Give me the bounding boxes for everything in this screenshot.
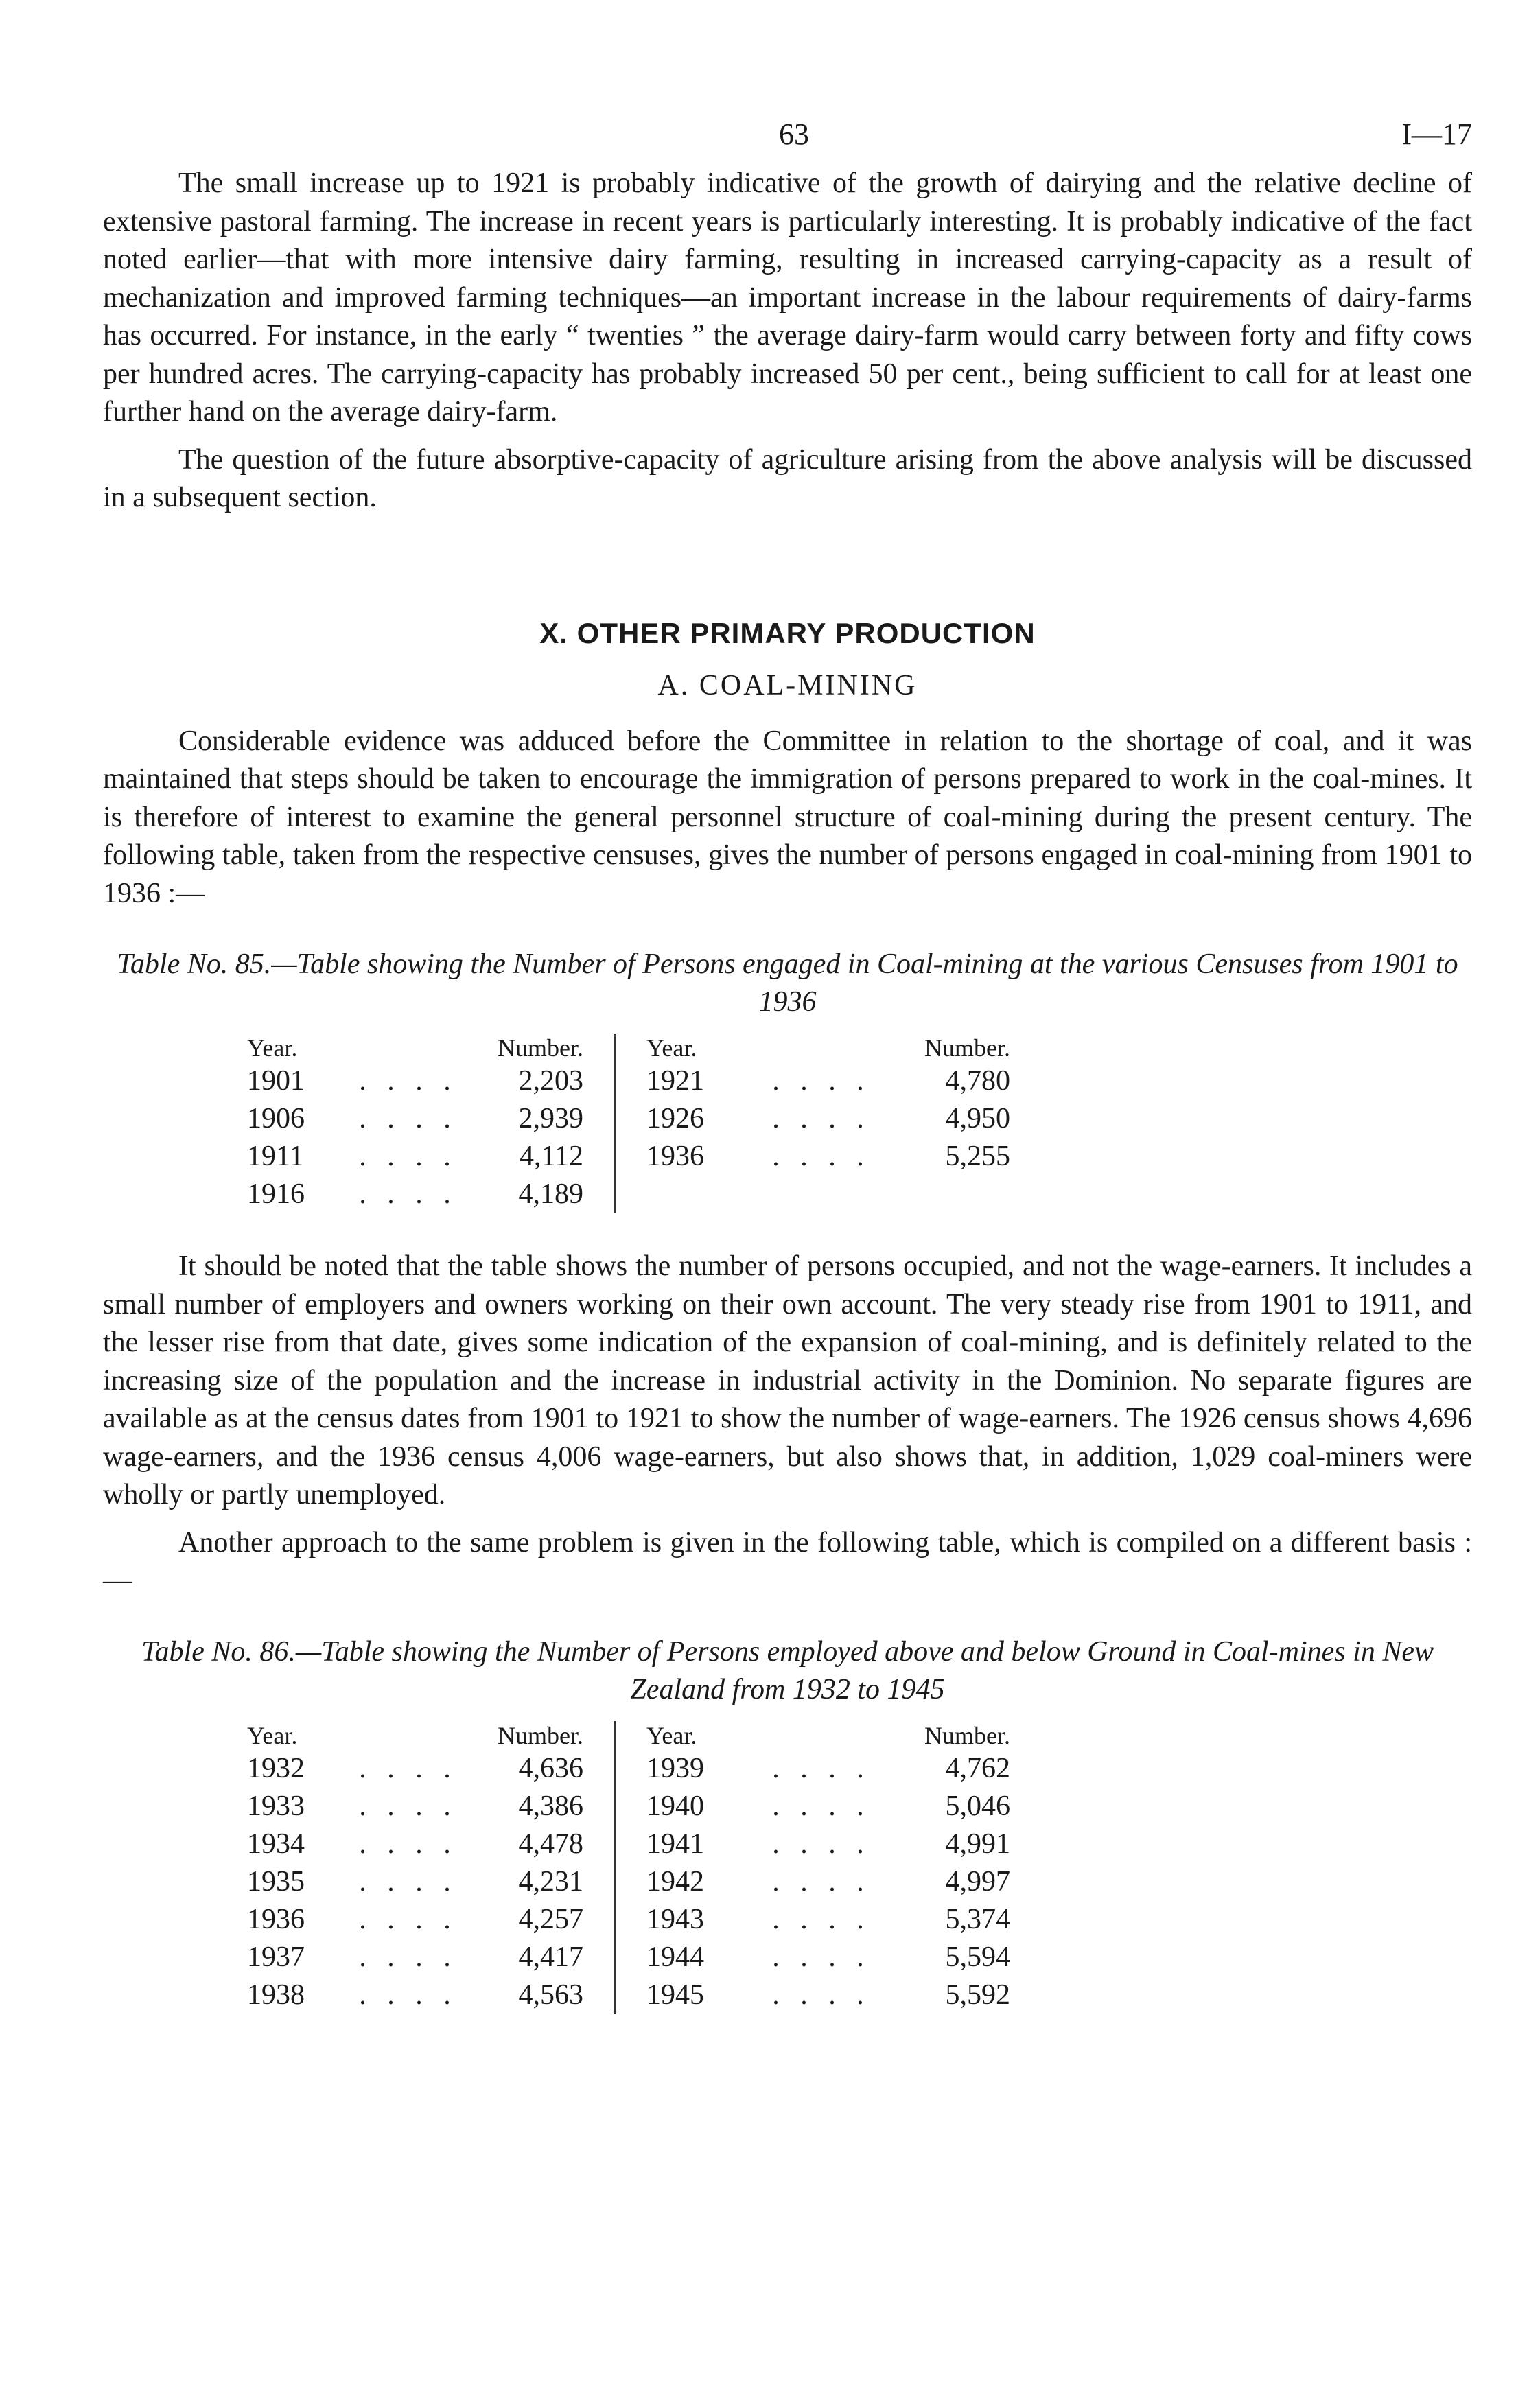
table-86 — [247, 1721, 1010, 2014]
table-row — [247, 1939, 1010, 1976]
leader-dots: . . . . — [359, 1141, 458, 1172]
number-cell: 4,991 — [945, 1828, 1010, 1860]
table-row — [247, 1750, 1010, 1788]
leader-dots: . . . . — [359, 1979, 458, 2011]
document-reference: I—17 — [1401, 117, 1472, 151]
table-85 — [247, 1034, 1010, 1213]
number-cell: 2,203 — [518, 1065, 583, 1097]
year-cell: 1942 — [646, 1865, 704, 1898]
leader-dots: . . . . — [772, 1103, 871, 1134]
number-cell: 4,762 — [945, 1752, 1010, 1784]
section-title: X. OTHER PRIMARY PRODUCTION — [539, 616, 1036, 649]
number-cell: 5,594 — [945, 1941, 1010, 1973]
table-row — [247, 1901, 1010, 1939]
table-header-row — [247, 1721, 1010, 1750]
year-cell: 1939 — [646, 1752, 704, 1784]
number-cell: 4,189 — [518, 1178, 583, 1210]
year-cell: 1945 — [646, 1979, 704, 2011]
paragraph-dairying: The small increase up to 1921 is probably indicative of the growth of dairying and the relative decline of extensive pastoral farming. The increase in recent years is particularly interesting. It is probably indicative of the fact noted earlier—that with more intensive dairy farming, resulting in increased carrying-capacity as a result of mechanization and improved farming techniques—an important increase in the labour requirements of dairy-farms has occurred. For instance, in the early “ twenties ” the average dairy-farm would carry between forty and fifty cows per hundred acres. The carrying-capacity has probably increased 50 per cent., being sufficient to call for at least one further hand on the average dairy-farm. — [103, 167, 1472, 428]
leader-dots: . . . . — [359, 1941, 458, 1973]
year-cell: 1934 — [247, 1828, 305, 1860]
paragraph-another-approach: Another approach to the same problem is given in the following table, which is compiled on a different basis :— — [103, 1526, 1472, 1596]
year-cell: 1944 — [646, 1941, 704, 1973]
column-header-year: Year. — [247, 1034, 298, 1062]
column-header-number: Number. — [498, 1721, 583, 1749]
leader-dots: . . . . — [772, 1141, 871, 1172]
paragraph-table-note: It should be noted that the table shows the number of persons occupied, and not the wage-earners. It includes a small number of employers and owners working on their own account. The very steady rise from 1901 to 1911, and the lesser rise from that date, gives some indication of the expansion of coal-mining, and is definitely related to the increasing size of the population and the increase in industrial activity in the Dominion. No separate figures are available as at the census dates from 1901 to 1921 to show the number of wage-earners. The 1926 census shows 4,696 wage-earners, and the 1936 census 4,006 wage-earners, but also shows that, in addition, 1,029 coal-miners were wholly or partly unemployed. — [103, 1250, 1472, 1510]
column-header-number: Number. — [924, 1034, 1010, 1062]
table-row — [247, 1825, 1010, 1863]
year-cell: 1921 — [646, 1065, 704, 1097]
year-cell: 1911 — [247, 1141, 304, 1172]
column-header-year: Year. — [247, 1721, 298, 1749]
document-page — [103, 117, 1472, 2014]
table-row — [247, 1100, 1010, 1138]
leader-dots: . . . . — [772, 1903, 871, 1935]
page-header — [103, 117, 1472, 165]
leader-dots: . . . . — [359, 1065, 458, 1097]
number-cell: 4,417 — [518, 1941, 583, 1973]
number-cell: 4,950 — [945, 1103, 1010, 1134]
leader-dots: . . . . — [359, 1790, 458, 1822]
number-cell: 5,046 — [945, 1790, 1010, 1822]
number-cell: 2,939 — [518, 1103, 583, 1134]
number-cell: 5,255 — [945, 1141, 1010, 1172]
table-row — [247, 1788, 1010, 1825]
table-row — [247, 1138, 1010, 1176]
number-cell: 4,112 — [520, 1141, 583, 1172]
leader-dots: . . . . — [772, 1790, 871, 1822]
leader-dots: . . . . — [359, 1903, 458, 1935]
leader-dots: . . . . — [772, 1065, 871, 1097]
year-cell: 1901 — [247, 1065, 305, 1097]
paragraph-coal-evidence: Considerable evidence was adduced before the Committee in relation to the shortage of coal, and it was maintained that steps should be taken to encourage the immigration of persons prepared to work in the coal-mines. It is therefore of interest to examine the general personnel structure of coal-mining during the present century. The following table, taken from the respective censuses, gives the number of persons engaged in coal-mining from 1901 to 1936 :— — [103, 725, 1472, 909]
leader-dots: . . . . — [359, 1828, 458, 1860]
leader-dots: . . . . — [359, 1178, 458, 1210]
year-cell: 1932 — [247, 1752, 305, 1784]
number-cell: 4,636 — [518, 1752, 583, 1784]
table-header-row — [247, 1034, 1010, 1062]
column-header-year: Year. — [646, 1721, 697, 1749]
leader-dots: . . . . — [359, 1752, 458, 1784]
table-row — [247, 1062, 1010, 1100]
year-cell: 1936 — [646, 1141, 704, 1172]
leader-dots: . . . . — [772, 1865, 871, 1898]
year-cell: 1906 — [247, 1103, 305, 1134]
year-cell: 1940 — [646, 1790, 704, 1822]
leader-dots: . . . . — [772, 1752, 871, 1784]
leader-dots: . . . . — [772, 1979, 871, 2011]
number-cell: 5,592 — [945, 1979, 1010, 2011]
year-cell: 1941 — [646, 1828, 704, 1860]
section-subtitle: A. COAL-MINING — [657, 669, 918, 701]
table-86-caption: Table No. 86.—Table showing the Number of Persons employed above and below Ground in Coal-mines in New Zealand from 1932 to 1945 — [141, 1635, 1434, 1705]
table-row — [247, 1863, 1010, 1901]
year-cell: 1916 — [247, 1178, 305, 1210]
year-cell: 1933 — [247, 1790, 305, 1822]
year-cell: 1935 — [247, 1865, 305, 1898]
number-cell: 4,257 — [518, 1903, 583, 1935]
table-row — [247, 1976, 1010, 2014]
number-cell: 4,478 — [518, 1828, 583, 1860]
number-cell: 4,231 — [518, 1865, 583, 1898]
number-cell: 4,563 — [518, 1979, 583, 2011]
number-cell: 4,386 — [518, 1790, 583, 1822]
leader-dots: . . . . — [772, 1941, 871, 1973]
leader-dots: . . . . — [359, 1865, 458, 1898]
year-cell: 1943 — [646, 1903, 704, 1935]
number-cell: 4,780 — [945, 1065, 1010, 1097]
year-cell: 1926 — [646, 1103, 704, 1134]
page-number: 63 — [779, 117, 809, 151]
table-row — [247, 1176, 1010, 1213]
year-cell: 1937 — [247, 1941, 305, 1973]
column-header-number: Number. — [498, 1034, 583, 1062]
column-header-year: Year. — [646, 1034, 697, 1062]
year-cell: 1936 — [247, 1903, 305, 1935]
leader-dots: . . . . — [772, 1828, 871, 1860]
column-header-number: Number. — [924, 1721, 1010, 1749]
leader-dots: . . . . — [359, 1103, 458, 1134]
paragraph-absorptive-capacity: The question of the future absorptive-capacity of agriculture arising from the above analysis will be discussed in a subsequent section. — [103, 443, 1472, 513]
year-cell: 1938 — [247, 1979, 305, 2011]
number-cell: 4,997 — [945, 1865, 1010, 1898]
number-cell: 5,374 — [945, 1903, 1010, 1935]
table-85-caption: Table No. 85.—Table showing the Number of Persons engaged in Coal-mining at the various Censuses from 1901 to 1936 — [117, 948, 1458, 1018]
